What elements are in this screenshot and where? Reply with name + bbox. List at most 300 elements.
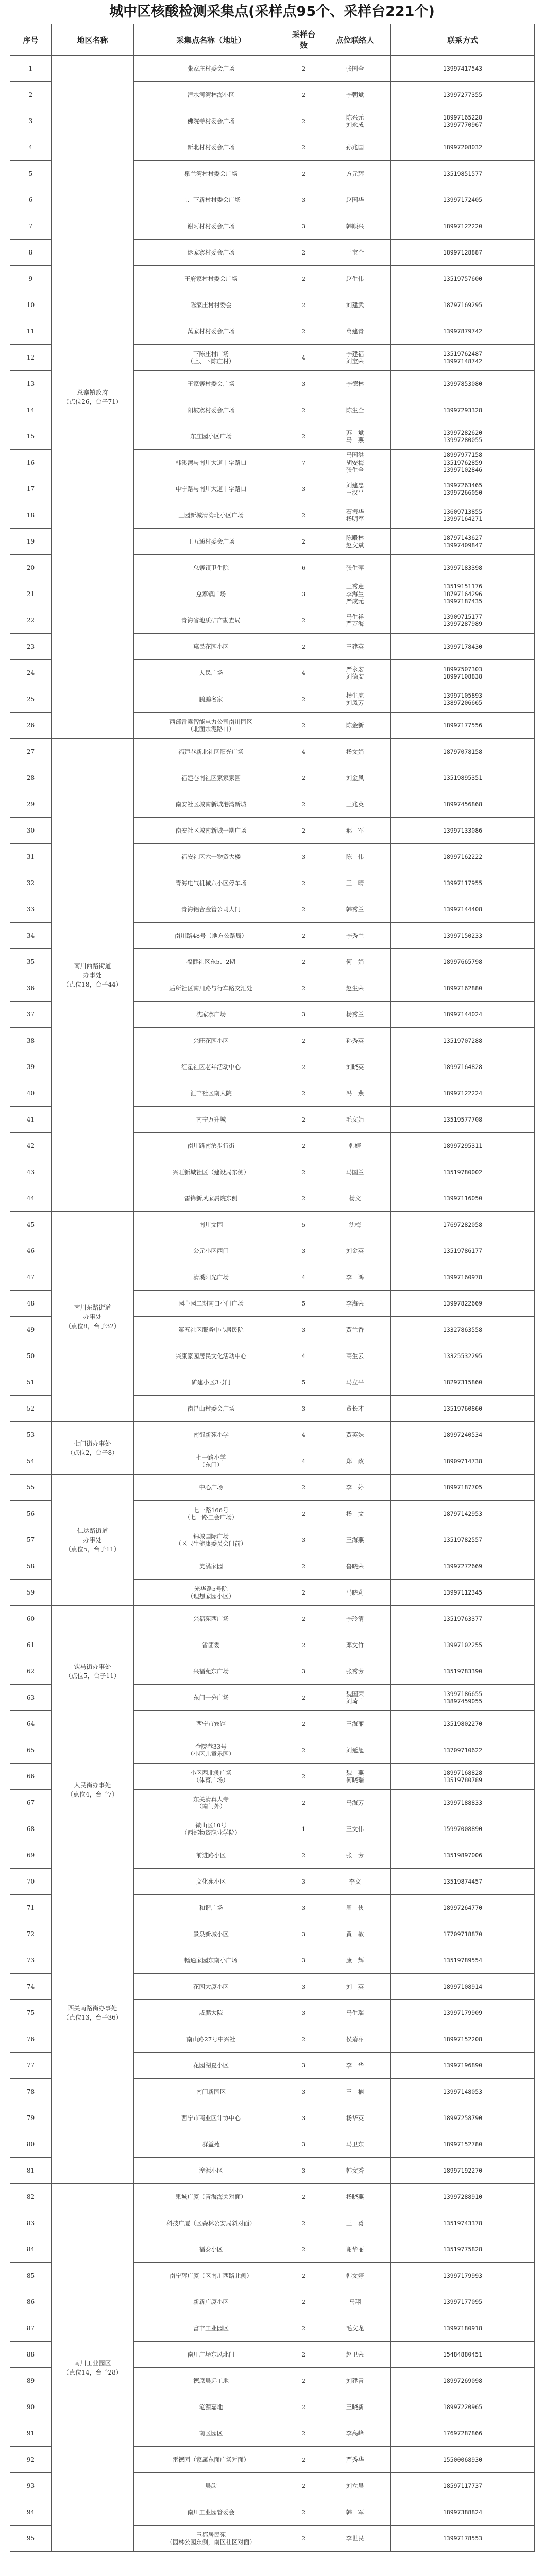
cell-district: 西关南路街办事处 （点位13，台子36） [52, 1842, 134, 2184]
cell-index: 53 [10, 1422, 52, 1448]
cell-site: 福建巷新北社区阳光广场 [134, 739, 288, 765]
cell-phone: 13519151176 18797164296 13997187435 [391, 581, 535, 607]
cell-contact: 韩 军 [319, 2499, 391, 2526]
cell-site: 省团委 [134, 1632, 288, 1658]
cell-index: 71 [10, 1895, 52, 1921]
cell-index: 28 [10, 765, 52, 791]
cell-site: 张家庄村委会广场 [134, 56, 288, 82]
cell-phone: 18997122220 [391, 213, 535, 240]
cell-site: 谢阿村村委会广场 [134, 213, 288, 240]
cell-count: 2 [288, 161, 319, 187]
cell-count: 2 [288, 923, 319, 949]
cell-contact: 张 芳 [319, 1842, 391, 1869]
table-row [10, 1212, 535, 1238]
collection-points-table [10, 24, 535, 2552]
cell-phone: 13519763377 [391, 1606, 535, 1632]
cell-index: 66 [10, 1764, 52, 1790]
cell-contact: 郑 政 [319, 1448, 391, 1475]
cell-count: 2 [288, 2473, 319, 2499]
cell-contact: 陈殿林 赵文斌 [319, 529, 391, 555]
cell-phone: 17697287866 [391, 2420, 535, 2447]
header-count: 采样台数 [288, 24, 319, 56]
cell-phone: 13997179993 [391, 2263, 535, 2289]
cell-phone: 13997853080 [391, 371, 535, 397]
cell-index: 91 [10, 2420, 52, 2447]
cell-phone: 13519789554 [391, 1947, 535, 1974]
cell-count: 5 [288, 1291, 319, 1317]
cell-contact: 刘 英 [319, 1974, 391, 2000]
cell-site: 笔源嘉地 [134, 2394, 288, 2420]
cell-count: 2 [288, 108, 319, 134]
cell-phone: 13519757600 [391, 266, 535, 292]
cell-contact: 严永宏 刘德安 [319, 660, 391, 686]
cell-index: 51 [10, 1369, 52, 1396]
cell-site: 清溪阳光广场 [134, 1264, 288, 1291]
cell-contact: 邓文竹 [319, 1632, 391, 1658]
cell-site: 花园大厦小区 [134, 1974, 288, 2000]
cell-phone: 13519782557 [391, 1527, 535, 1553]
cell-district: 饮马街办事处 （点位5，台子11） [52, 1606, 134, 1737]
cell-contact: 杨 文 [319, 1501, 391, 1527]
cell-site: 雷锋新风家属院东侧 [134, 1185, 288, 1212]
cell-site: 花园湖夏小区 [134, 2053, 288, 2079]
cell-site: 果城广厦（青海海关对面） [134, 2184, 288, 2210]
cell-phone: 13709710622 [391, 1737, 535, 1764]
cell-site: 南川文园 [134, 1212, 288, 1238]
cell-district: 南川东路街道 办事处 （点位8，台子32） [52, 1212, 134, 1422]
cell-phone: 13997112345 [391, 1580, 535, 1606]
cell-contact: 李文 [319, 1869, 391, 1895]
cell-contact: 孙兆国 [319, 134, 391, 161]
cell-count: 2 [288, 423, 319, 450]
cell-count: 2 [288, 1080, 319, 1107]
table-row [10, 1475, 535, 1501]
cell-index: 13 [10, 371, 52, 397]
cell-count: 3 [288, 2158, 319, 2184]
cell-district: 仁达路街道 办事处 （点位5，台子11） [52, 1475, 134, 1606]
cell-index: 46 [10, 1238, 52, 1264]
cell-site: 南街新苑小学 [134, 1422, 288, 1448]
cell-site: 景泉新城小区 [134, 1921, 288, 1947]
cell-contact: 王建英 [319, 634, 391, 660]
cell-contact: 石振华 杨明军 [319, 502, 391, 529]
cell-phone: 13997179909 [391, 2000, 535, 2026]
cell-contact: 刘建青 [319, 2368, 391, 2394]
cell-phone: 13519780002 [391, 1159, 535, 1185]
cell-phone: 17697282058 [391, 1212, 535, 1238]
cell-site: 小区西北侧广场 （体育广场） [134, 1764, 288, 1790]
cell-contact: 李 华 [319, 2053, 391, 2079]
cell-count: 2 [288, 975, 319, 1002]
cell-site: 德原晨远工地 [134, 2368, 288, 2394]
cell-count: 2 [288, 1711, 319, 1737]
cell-site: 南川路48号（地方公路局） [134, 923, 288, 949]
cell-contact: 赵卫荣 [319, 2342, 391, 2368]
cell-site: 南川工业园管委会 [134, 2499, 288, 2526]
cell-index: 36 [10, 975, 52, 1002]
cell-count: 2 [288, 1475, 319, 1501]
cell-index: 85 [10, 2263, 52, 2289]
cell-phone: 13997102255 [391, 1632, 535, 1658]
cell-site: 惠民花园小区 [134, 634, 288, 660]
cell-phone: 18797078158 [391, 739, 535, 765]
cell-site: 总寨镇广场 [134, 581, 288, 607]
cell-contact: 马生祥 严万海 [319, 607, 391, 634]
cell-site: 青海省地质矿产勘查局 [134, 607, 288, 634]
cell-phone: 13997188833 [391, 1790, 535, 1816]
cell-index: 17 [10, 476, 52, 502]
cell-count: 3 [288, 476, 319, 502]
cell-phone: 13997822669 [391, 1291, 535, 1317]
cell-phone: 13519786177 [391, 1238, 535, 1264]
cell-site: 南安社区城南新城港湾新城 [134, 791, 288, 818]
cell-index: 90 [10, 2394, 52, 2420]
cell-index: 39 [10, 1054, 52, 1080]
cell-count: 2 [288, 870, 319, 896]
cell-index: 41 [10, 1107, 52, 1133]
cell-index: 5 [10, 161, 52, 187]
cell-index: 93 [10, 2473, 52, 2499]
cell-count: 2 [288, 292, 319, 318]
cell-contact: 李高峰 [319, 2420, 391, 2447]
cell-site: 第五社区服务中心居民院 [134, 1317, 288, 1343]
cell-count: 2 [288, 791, 319, 818]
cell-site: 申宁路与南川大道十字路口 [134, 476, 288, 502]
cell-count: 3 [288, 1396, 319, 1422]
cell-index: 47 [10, 1264, 52, 1291]
cell-site: 东庄园小区广场 [134, 423, 288, 450]
cell-phone: 13519802270 [391, 1711, 535, 1737]
cell-phone: 13997105893 13897206665 [391, 686, 535, 713]
cell-site: 佛院寺村委会广场 [134, 108, 288, 134]
cell-phone: 13325532295 [391, 1343, 535, 1369]
cell-count: 3 [288, 371, 319, 397]
cell-index: 75 [10, 2000, 52, 2026]
cell-index: 11 [10, 318, 52, 345]
cell-contact: 王 楠 [319, 2079, 391, 2105]
cell-phone: 18997108914 [391, 1974, 535, 2000]
cell-site: 三园新城清湾北小区广场 [134, 502, 288, 529]
cell-index: 84 [10, 2236, 52, 2263]
cell-index: 68 [10, 1816, 52, 1842]
cell-site: 锦城国际广场 （区卫生健康委员会门前） [134, 1527, 288, 1553]
cell-district: 七门街办事处 （点位2，台子8） [52, 1422, 134, 1475]
cell-index: 57 [10, 1527, 52, 1553]
cell-count: 2 [288, 2026, 319, 2053]
cell-phone: 13519851577 [391, 161, 535, 187]
cell-count: 2 [288, 1107, 319, 1133]
cell-index: 38 [10, 1028, 52, 1054]
cell-count: 2 [288, 765, 319, 791]
cell-phone: 13519897006 [391, 1842, 535, 1869]
cell-phone: 18997258790 [391, 2105, 535, 2131]
table-row [10, 56, 535, 82]
cell-contact: 王海燕 [319, 1527, 391, 1553]
cell-contact: 侯菊萍 [319, 2026, 391, 2053]
cell-site: 矿建小区3号门 [134, 1369, 288, 1396]
cell-index: 14 [10, 397, 52, 423]
cell-site: 微山区10号 （西部物资职业学院） [134, 1816, 288, 1842]
cell-count: 2 [288, 2368, 319, 2394]
cell-phone: 13997282620 13997280055 [391, 423, 535, 450]
cell-index: 7 [10, 213, 52, 240]
cell-phone: 18997177556 [391, 713, 535, 739]
cell-phone: 18797142953 [391, 1501, 535, 1527]
cell-contact: 马翔 [319, 2289, 391, 2315]
cell-count: 2 [288, 2236, 319, 2263]
cell-contact: 王文伟 [319, 1816, 391, 1842]
cell-count: 2 [288, 2263, 319, 2289]
cell-count: 2 [288, 2210, 319, 2236]
cell-count: 2 [288, 1159, 319, 1185]
cell-count: 2 [288, 2499, 319, 2526]
cell-site: 南川广场东风北门 [134, 2342, 288, 2368]
cell-index: 2 [10, 82, 52, 108]
cell-phone: 13997879742 [391, 318, 535, 345]
cell-contact: 王晓新 [319, 2394, 391, 2420]
cell-site: 富丰工业园区 [134, 2315, 288, 2342]
cell-site: 玉都居民苑 （园林公园东侧，南区社区对面） [134, 2526, 288, 2552]
cell-count: 2 [288, 1133, 319, 1159]
cell-phone: 18997208032 [391, 134, 535, 161]
cell-site: 群益苑 [134, 2131, 288, 2158]
cell-site: 南宁辉广厦（区南川西路北侧） [134, 2263, 288, 2289]
cell-phone: 13519707288 [391, 1028, 535, 1054]
cell-count: 2 [288, 1842, 319, 1869]
cell-site: 南安社区城南新城一期广场 [134, 818, 288, 844]
cell-index: 24 [10, 660, 52, 686]
cell-count: 2 [288, 529, 319, 555]
cell-count: 2 [288, 1054, 319, 1080]
cell-index: 83 [10, 2210, 52, 2236]
cell-site: 阳坡寨村委会广场 [134, 397, 288, 423]
cell-site: 前进路小区 [134, 1842, 288, 1869]
cell-phone: 13997178430 [391, 634, 535, 660]
cell-phone: 18997456868 [391, 791, 535, 818]
cell-phone: 13997150233 [391, 923, 535, 949]
cell-site: 福健社区东5、2期 [134, 949, 288, 975]
cell-contact: 马国兰 [319, 1159, 391, 1185]
cell-index: 1 [10, 56, 52, 82]
cell-phone: 18597117737 [391, 2473, 535, 2499]
cell-index: 45 [10, 1212, 52, 1238]
cell-index: 32 [10, 870, 52, 896]
table-row [10, 1606, 535, 1632]
cell-phone: 18997152780 [391, 2131, 535, 2158]
cell-count: 2 [288, 1028, 319, 1054]
cell-phone: 18997162222 [391, 844, 535, 870]
cell-index: 78 [10, 2079, 52, 2105]
cell-site: 下陈庄村广场 （上、下陈庄村） [134, 345, 288, 371]
header-district: 地区名称 [52, 24, 134, 56]
cell-site: 西宁市宾馆 [134, 1711, 288, 1737]
table-row [10, 1422, 535, 1448]
cell-phone: 13909715177 13997287989 [391, 607, 535, 634]
cell-contact: 苏 斌 马 燕 [319, 423, 391, 450]
table-row [10, 739, 535, 765]
cell-count: 3 [288, 2131, 319, 2158]
cell-site: 福建巷南社区家家家园 [134, 765, 288, 791]
cell-contact: 高生云 [319, 1343, 391, 1369]
cell-index: 42 [10, 1133, 52, 1159]
cell-phone: 18997162880 [391, 975, 535, 1002]
cell-phone: 13997177095 [391, 2289, 535, 2315]
header-phone: 联系方式 [391, 24, 535, 56]
cell-contact: 赵国华 [319, 187, 391, 213]
cell-phone: 18997187705 [391, 1475, 535, 1501]
cell-phone: 13997288910 [391, 2184, 535, 2210]
cell-phone: 18297315860 [391, 1369, 535, 1396]
cell-phone: 15484880451 [391, 2342, 535, 2368]
cell-index: 65 [10, 1737, 52, 1764]
table-body [10, 56, 535, 2552]
cell-count: 4 [288, 1343, 319, 1369]
cell-count: 4 [288, 739, 319, 765]
cell-site: 兴福苑东广场 [134, 1658, 288, 1685]
cell-phone: 13997133086 [391, 818, 535, 844]
cell-count: 7 [288, 450, 319, 476]
cell-index: 88 [10, 2342, 52, 2368]
cell-index: 54 [10, 1448, 52, 1475]
cell-site: 湟水河湾林海小区 [134, 82, 288, 108]
cell-count: 3 [288, 1238, 319, 1264]
cell-contact: 韩婷 [319, 1133, 391, 1159]
cell-index: 58 [10, 1553, 52, 1580]
cell-phone: 13519775828 [391, 2236, 535, 2263]
cell-phone: 18997152208 [391, 2026, 535, 2053]
cell-index: 23 [10, 634, 52, 660]
cell-phone: 13997178553 [391, 2526, 535, 2552]
cell-phone: 13997277355 [391, 82, 535, 108]
cell-phone: 13609713855 13997164271 [391, 502, 535, 529]
cell-index: 76 [10, 2026, 52, 2053]
cell-count: 2 [288, 818, 319, 844]
cell-phone: 18997168828 13519780789 [391, 1764, 535, 1790]
cell-phone: 13519577708 [391, 1107, 535, 1133]
cell-site: 和谐广场 [134, 1895, 288, 1921]
cell-site: 湟源小区 [134, 2158, 288, 2184]
cell-index: 18 [10, 502, 52, 529]
cell-index: 79 [10, 2105, 52, 2131]
cell-phone: 18997164828 [391, 1054, 535, 1080]
cell-count: 2 [288, 502, 319, 529]
cell-count: 3 [288, 1921, 319, 1947]
cell-count: 2 [288, 896, 319, 923]
cell-contact: 王兆英 [319, 791, 391, 818]
cell-site: 福泰小区 [134, 2236, 288, 2263]
cell-index: 69 [10, 1842, 52, 1869]
cell-count: 2 [288, 82, 319, 108]
cell-phone: 13997148053 [391, 2079, 535, 2105]
cell-index: 48 [10, 1291, 52, 1317]
cell-count: 4 [288, 1264, 319, 1291]
cell-site: 新北村村委会广场 [134, 134, 288, 161]
table-header-row [10, 24, 535, 56]
cell-count: 2 [288, 1501, 319, 1527]
cell-index: 31 [10, 844, 52, 870]
cell-index: 52 [10, 1396, 52, 1422]
header-contact: 点位联络人 [319, 24, 391, 56]
cell-index: 55 [10, 1475, 52, 1501]
cell-index: 60 [10, 1606, 52, 1632]
cell-contact: 王 晴 [319, 870, 391, 896]
cell-contact: 韩秀兰 [319, 896, 391, 923]
cell-contact: 杨华英 [319, 2105, 391, 2131]
cell-site: 南区园区 [134, 2420, 288, 2447]
cell-count: 3 [288, 2079, 319, 2105]
cell-contact: 方元辉 [319, 161, 391, 187]
cell-phone: 13519895351 [391, 765, 535, 791]
cell-phone: 18909714738 [391, 1448, 535, 1475]
cell-count: 2 [288, 2526, 319, 2552]
cell-index: 74 [10, 1974, 52, 2000]
cell-index: 94 [10, 2499, 52, 2526]
cell-contact: 郝 军 [319, 818, 391, 844]
cell-phone: 13519874457 [391, 1869, 535, 1895]
cell-count: 2 [288, 949, 319, 975]
cell-count: 3 [288, 581, 319, 607]
cell-index: 3 [10, 108, 52, 134]
cell-count: 3 [288, 1002, 319, 1028]
cell-contact: 康 辉 [319, 1947, 391, 1974]
cell-count: 3 [288, 1317, 319, 1343]
table-row [10, 2184, 535, 2210]
cell-contact: 刘金凤 [319, 765, 391, 791]
cell-index: 80 [10, 2131, 52, 2158]
cell-count: 2 [288, 1764, 319, 1790]
cell-site: 沈家寨广场 [134, 1002, 288, 1028]
cell-count: 2 [288, 2315, 319, 2342]
cell-contact: 陈生全 [319, 397, 391, 423]
cell-contact: 刘建忠 王汉平 [319, 476, 391, 502]
cell-site: 红星社区老年活动中心 [134, 1054, 288, 1080]
cell-site: 上、下新村村委会广场 [134, 187, 288, 213]
cell-site: 兴康家园居民文化活动中心 [134, 1343, 288, 1369]
cell-site: 晨韵 [134, 2473, 288, 2499]
cell-count: 2 [288, 607, 319, 634]
cell-contact: 魏 燕 何晓瑞 [319, 1764, 391, 1790]
cell-phone: 13997160978 [391, 1264, 535, 1291]
cell-count: 3 [288, 1974, 319, 2000]
cell-contact: 马国洪 胡安梅 张生全 [319, 450, 391, 476]
cell-phone: 15997008890 [391, 1816, 535, 1842]
cell-count: 4 [288, 1422, 319, 1448]
cell-index: 92 [10, 2447, 52, 2473]
cell-contact: 李玲清 [319, 1606, 391, 1632]
cell-index: 29 [10, 791, 52, 818]
cell-phone: 13997172405 [391, 187, 535, 213]
document-title: 城中区核酸检测采集点(采样点95个、采样台221个) [109, 4, 435, 20]
cell-district: 南川工业园区 （点位14，台子28） [52, 2184, 134, 2552]
cell-phone: 18997240534 [391, 1422, 535, 1448]
cell-index: 35 [10, 949, 52, 975]
cell-count: 2 [288, 134, 319, 161]
cell-contact: 韩顺兴 [319, 213, 391, 240]
cell-count: 2 [288, 2289, 319, 2315]
cell-index: 49 [10, 1317, 52, 1343]
cell-count: 3 [288, 1947, 319, 1974]
cell-site: 公元小区西门 [134, 1238, 288, 1264]
cell-phone: 13997180918 [391, 2315, 535, 2342]
cell-index: 70 [10, 1869, 52, 1895]
cell-site: 兴福苑西广场 [134, 1606, 288, 1632]
cell-phone: 18997122224 [391, 1080, 535, 1107]
cell-count: 5 [288, 1212, 319, 1238]
cell-site: 逯家寨村委会广场 [134, 240, 288, 266]
cell-contact: 何 娟 [319, 949, 391, 975]
cell-phone: 15500068930 [391, 2447, 535, 2473]
cell-contact: 严秀华 [319, 2447, 391, 2473]
